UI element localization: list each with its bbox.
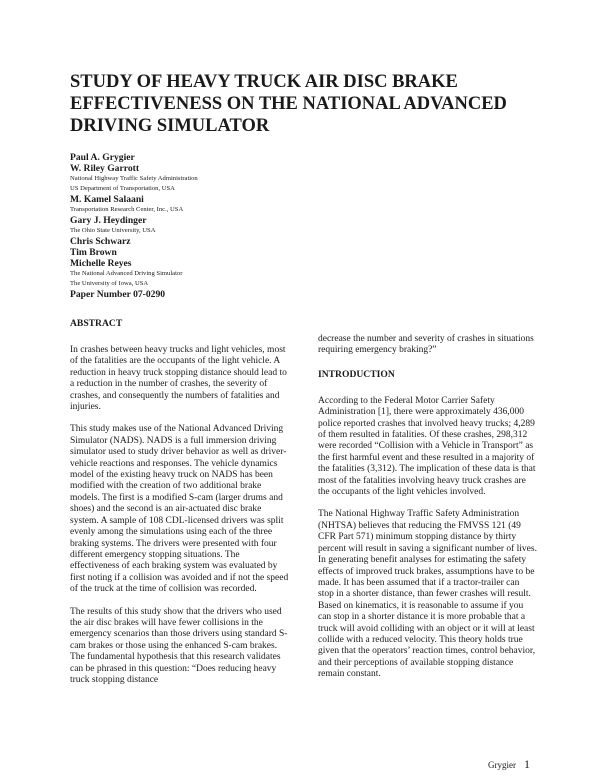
author-name: Paul A. Grygier (70, 152, 135, 163)
right-column (318, 334, 537, 692)
introduction-paragraph: The National Highway Traffic Safety Administration (NHTSA) believes that reducing the FMVSS 121 (49 CFR Part 571) minimum stopping distance by thirty percent will result in saving a significant number of lives. In generating benefit analyses for estimating the safety effects of improved truck brakes, assumptions have to be made. It has been assumed that if a tractor-trailer can stop in a shorter distance, than fewer crashes will result. Based on kinematics, it is reasonable to assume if you can stop in a shorter distance it is more probable that a truck will avoid colliding with an object or it will at least collide with a reduced velocity. This theory holds true given that the operators’ reaction times, control behavior, and their perceptions of available stopping distance remain constant. (318, 509, 537, 680)
abstract-continuation: decrease the number and severity of crashes in situations requiring emergency braking?” (318, 334, 534, 356)
author-name: W. Riley Garrott (70, 163, 140, 174)
page-footer (488, 757, 530, 772)
abstract-paragraph: In crashes between heavy trucks and light vehicles, most of the fatalities are the occupants of the light vehicle. A reduction in heavy truck stopping distance should lead to a reduction in the number of crashes, the severity of crashes, and consequently the numbers of fatalities and injuries. (70, 345, 287, 413)
author-name: M. Kamel Salaani (70, 194, 144, 205)
footer-author: Grygier (488, 760, 516, 770)
author-affiliation: US Department of Transportation, USA (70, 185, 175, 192)
author-affiliation: Transportation Research Center, Inc., USA (70, 206, 184, 213)
author-affiliation: National Highway Traffic Safety Administration (70, 175, 198, 182)
left-column (70, 318, 289, 697)
page-number: 1 (524, 757, 530, 771)
author-name: Michelle Reyes (70, 258, 132, 269)
paper-number: Paper Number 07-0290 (70, 289, 166, 300)
paper-title: STUDY OF HEAVY TRUCK AIR DISC BRAKE EFFECTIVENESS ON THE NATIONAL ADVANCED DRIVING SIMULATOR (70, 72, 507, 136)
author-affiliation: The University of Iowa, USA (70, 280, 149, 287)
author-affiliation: The Ohio State University, USA (70, 227, 156, 234)
author-name: Tim Brown (70, 247, 117, 258)
abstract-paragraph: This study makes use of the National Advanced Driving Simulator (NADS). NADS is a full immersion driving simulator used to study driver behavior as well as driver-vehicle reactions and responses. The vehicle dynamics model of the existing heavy truck on NADS has been modified with the creation of two additional brake models. The first is a modified S-cam (larger drums and shoes) and the second is an air-actuated disc brake system. A sample of 108 CDL-licensed drivers was split evenly among the simulations using each of the three braking systems. The drivers were presented with four different emergency stopping situations. The effectiveness of each braking system was evaluated by first noting if a collision was avoided and if not the speed of the truck at the time of collision was recorded. (70, 424, 289, 595)
author-name: Gary J. Heydinger (70, 215, 147, 226)
introduction-heading: INTRODUCTION (318, 368, 395, 380)
introduction-paragraph: According to the Federal Motor Carrier Safety Administration [1], there were approximately 436,000 police reported crashes that involved heavy trucks; 4,289 of them resulted in fatalities. Of these crashes, 298,312 were recorded “Collision with a Vehicle in Transport” as the first harmful event and these resulted in a majority of the fatalities (3,312). The implication of these data is that most of the fatalities involving heavy truck crashes are the occupants of the light vehicles involved. (318, 395, 536, 498)
abstract-heading: ABSTRACT (70, 318, 123, 329)
abstract-paragraph: The results of this study show that the drivers who used the air disc brakes will have fewer collisions in the emergency scenarios than those drivers using standard S-cam brakes or those using the enhanced S-cam brakes. The fundamental hypothesis that this research validates can be phrased in this question: “Does reducing heavy truck stopping distance (70, 606, 288, 685)
author-affiliation: The National Advanced Driving Simulator (70, 270, 183, 277)
author-block (70, 152, 370, 301)
author-name: Chris Schwarz (70, 236, 131, 247)
